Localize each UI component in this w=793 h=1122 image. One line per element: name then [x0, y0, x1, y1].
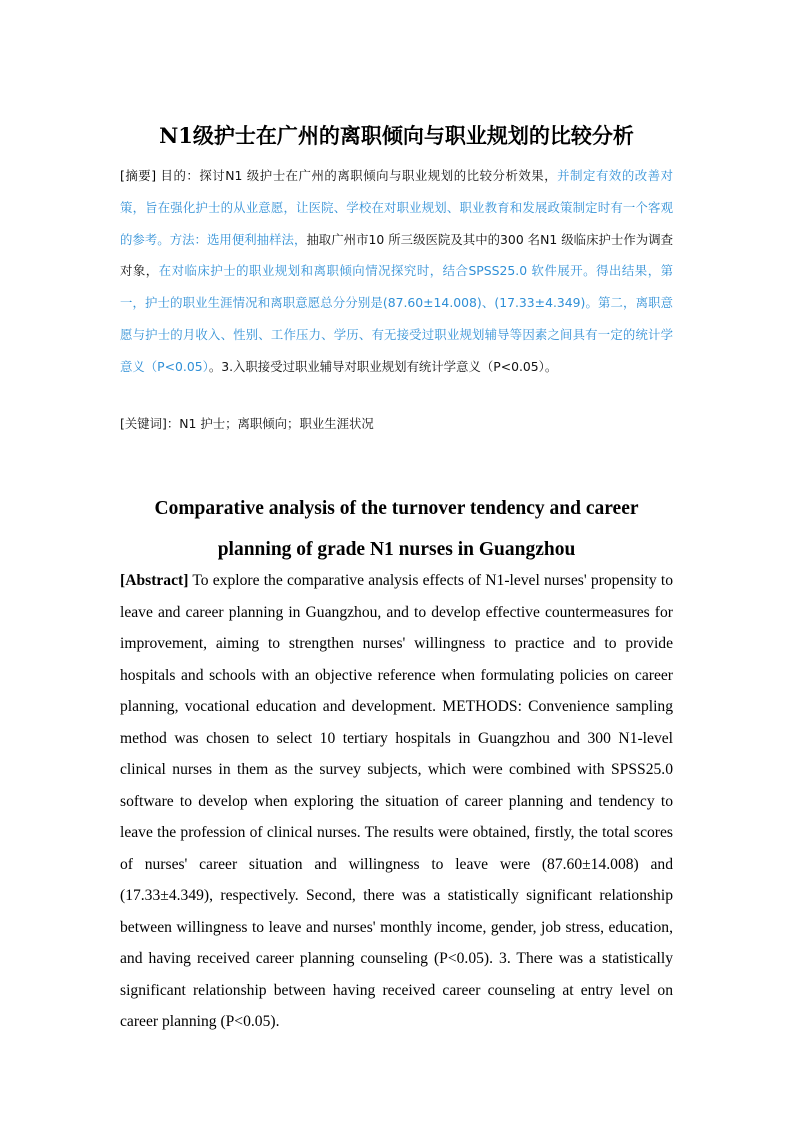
chinese-abstract-text-3: 抽取广州市10 所三级医院及其中的300 名N1 级临床护士作为调查对象，: [120, 231, 674, 279]
chinese-keywords-label: [关键词]: [120, 416, 167, 431]
english-abstract: [120, 565, 673, 1038]
chinese-abstract-text-1: 目的：探讨N1 级护士在广州的离职倾向与职业规划的比较分析效果，: [156, 168, 558, 183]
chinese-abstract-text-2: 并制定有效的改善对策，旨在强化护士的从业意愿，让医院、学校在对职业规划、职业教育和发展政策制定时有一个客观的参考。方法：选用便利抽样法，: [120, 168, 674, 247]
chinese-abstract-text-4: 在对临床护士的职业规划和离职倾向情况探究时，结合SPSS25.0 软件展开。得出结果，第一，护士的职业生涯情况和离职意愿总分分别是(87.60±14.008)、(17.33±4.349)。第二，离职意愿与护士的月收入、性别、工作压力、学历、有无接受过职业规划辅导等因素之间具有一定的统计学意义（P<0.05）: [120, 263, 673, 374]
chinese-keywords: [120, 411, 673, 437]
chinese-abstract-label: [摘要]: [120, 168, 157, 183]
english-title: [120, 488, 673, 570]
chinese-abstract-text-5: 。3.入职接受过职业辅导对职业规划有统计学意义（P<0.05）。: [208, 358, 558, 374]
english-title-line-1: Comparative analysis of the turnover tendency and career: [154, 498, 639, 519]
english-title-line-2: planning of grade N1 nurses in Guangzhou: [217, 539, 576, 560]
english-abstract-text: To explore the comparative analysis effects of N1-level nurses' propensity to leave and career planning in Guangzhou, and to develop effective countermeasures for improvement, aiming to strengthen nurses' willingness to practice and to provide hospitals and schools with an objective reference when formulating policies on career planning, vocational education and development. METHODS: Convenience sampling method was chosen to select 10 tertiary hospitals in Guangzhou and 300 N1-level clinical nurses in them as the survey subjects, which were combined with SPSS25.0 software to develop when exploring the situation of career planning and tendency to leave the profession of clinical nurses. The results were obtained, firstly, the total scores of nurses' career situation and willingness to leave were (87.60±14.008) and (17.33±4.349), respectively. Second, there was a statistically significant relationship between willingness to leave and nurses' monthly income, gender, job stress, education, and having received career planning counseling (P<0.05). 3. There was a statistically significant relationship between having received career counseling at entry level on career planning (P<0.05).: [120, 572, 673, 1030]
chinese-keywords-text: ：N1 护士；离职倾向；职业生涯状况: [166, 416, 374, 431]
chinese-abstract: [120, 160, 673, 383]
chinese-title: N1级护士在广州的离职倾向与职业规划的比较分析: [159, 123, 634, 148]
english-abstract-label: [Abstract]: [120, 572, 189, 589]
